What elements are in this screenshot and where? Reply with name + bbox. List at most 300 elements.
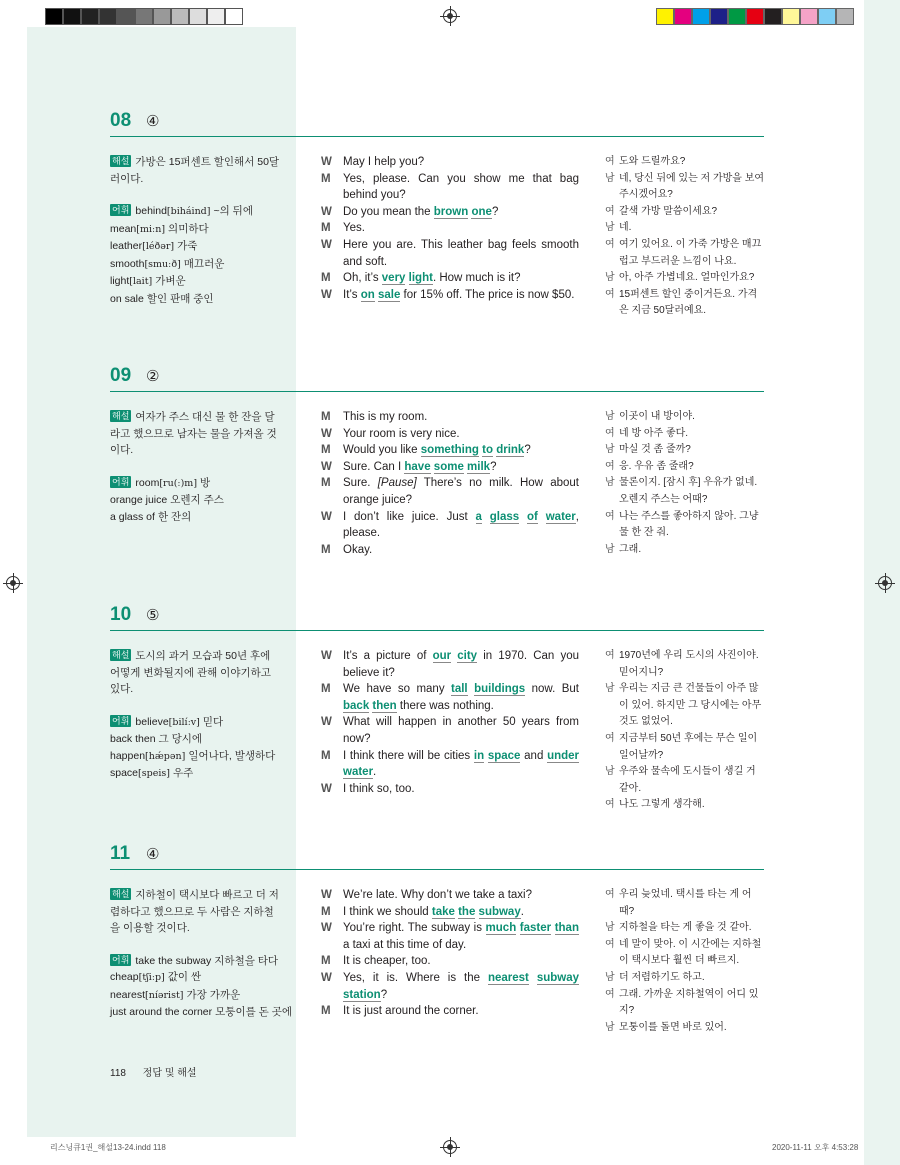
vocab-word: a glass of [110, 510, 155, 523]
translation-line [605, 442, 765, 459]
explanation-body: 가방은 15퍼센트 할인해서 50달러이다. [110, 156, 280, 185]
vocab-meaning: 가벼운 [155, 275, 186, 287]
translation-text: 응. 우유 좀 줄래? [619, 460, 694, 472]
color-registration-bar [656, 8, 854, 25]
question-number: 08 [110, 110, 132, 131]
dialogue-text: I think there will be cities [343, 749, 474, 762]
dialogue-column [321, 154, 579, 303]
vocab-meaning: 할인 판매 중인 [146, 292, 214, 305]
vocab-meaning: 우주 [172, 767, 194, 779]
dialogue-text [519, 511, 527, 523]
speaker-label: M [321, 411, 331, 423]
vocab-item [110, 221, 280, 239]
dialogue-line [321, 475, 579, 508]
vocab-meaning: 오렌지 주스 [170, 494, 224, 506]
vocab-meaning: 지하철을 타다 [214, 954, 279, 967]
page-number: 118 [110, 1068, 126, 1079]
speaker-label: M [321, 543, 331, 556]
vocab-item [110, 987, 280, 1005]
vocab-word: room [135, 476, 160, 489]
vocab-phonetic: [tʃiːp] [138, 972, 165, 983]
vocab-word: take the subway [135, 954, 212, 967]
speaker-label: W [321, 716, 332, 729]
dialogue-text: Sure. Can I [343, 460, 405, 473]
translation-line [605, 220, 765, 237]
vocab-item [110, 765, 280, 783]
blank-answer: one [471, 205, 492, 218]
blank-answer: in [473, 749, 485, 762]
registration-mark-icon [443, 9, 457, 23]
dialogue-line [321, 287, 579, 304]
blank-answer: the [458, 905, 476, 918]
section-header [110, 110, 764, 132]
dialogue-line [321, 509, 579, 542]
speaker-label: 남 [605, 683, 615, 695]
vocab-phonetic: [miːn] [136, 223, 166, 235]
dialogue-line [321, 220, 579, 237]
dialogue-text: It’s [343, 288, 361, 301]
vocab-word: nearest [110, 988, 146, 1001]
translation-line [605, 731, 765, 764]
explanation-tag: 해설 [112, 889, 130, 899]
dialogue-line [321, 920, 579, 953]
vocab-item [110, 714, 280, 732]
vocab-meaning: 가죽 [177, 240, 198, 252]
explanation-text [110, 648, 280, 698]
dialogue-text: We’re late. Why don’t we take a taxi? [343, 889, 532, 901]
dialogue-line [321, 904, 579, 921]
vocab-item [110, 238, 280, 256]
dialogue-line [321, 270, 579, 287]
speaker-label: 여 [605, 427, 615, 439]
speaker-label: 여 [605, 988, 615, 1000]
vocab-item [110, 953, 280, 970]
vocab-phonetic: [bilíːv] [168, 716, 200, 728]
dialogue-line [321, 426, 579, 443]
vocab-word: on sale [110, 292, 144, 305]
question-number: 10 [110, 604, 132, 625]
speaker-label: 여 [605, 288, 615, 300]
dialogue-text: Here you are. This leather bag feels smooth and soft. [343, 238, 579, 268]
vocab-item [110, 509, 280, 526]
translation-line [605, 154, 765, 171]
dialogue-text: in 1970. Can you believe it? [343, 650, 579, 679]
dialogue-text: there was nothing. [396, 699, 494, 712]
translation-text: 나도 그렇게 생각해. [619, 799, 705, 811]
vocab-word: just around the corner [110, 1006, 213, 1018]
dialogue-text: It’s a picture of [343, 650, 433, 662]
translation-column [605, 409, 765, 558]
question-number: 09 [110, 365, 132, 386]
speaker-label: 남 [605, 172, 615, 184]
speaker-label: W [321, 971, 332, 984]
dialogue-text: Do you mean the [343, 205, 434, 218]
speaker-label: W [321, 650, 332, 662]
translation-text: 지하철을 타는 게 좋을 것 같아. [619, 922, 752, 934]
vocab-word: mean [110, 222, 137, 235]
speaker-label: W [321, 889, 332, 901]
vocab-phonetic: [speis] [138, 768, 170, 779]
blank-answer: under [547, 749, 580, 762]
dialogue-line [321, 171, 579, 204]
dialogue-text: Yes. [343, 222, 365, 235]
dialogue-text: May I help you? [343, 156, 425, 168]
speaker-label: 남 [605, 272, 615, 284]
dialogue-line [321, 542, 579, 559]
explanation-column [110, 154, 280, 307]
vocab-item [110, 969, 280, 987]
blank-answer: faster [519, 922, 552, 935]
vocab-word: back then [110, 733, 156, 745]
translation-text: 도와 드릴까요? [619, 156, 686, 167]
dialogue-line [321, 748, 579, 781]
vocab-word: behind [135, 205, 167, 217]
vocab-meaning: 방 [200, 476, 211, 489]
vocab-meaning: 모퉁이를 돈 곳에 [215, 1006, 292, 1018]
footer-title: 정답 및 해설 [142, 1068, 197, 1079]
vocab-meaning: 믿다 [202, 715, 224, 728]
dialogue-text: Okay. [343, 543, 373, 556]
translation-text: 여기 있어요. 이 가죽 가방은 매끄럽고 부드러운 느낌이 나요. [619, 238, 762, 267]
dialogue-text: ? [491, 205, 499, 218]
blank-answer: subway [536, 971, 579, 984]
translation-line [605, 681, 765, 731]
dialogue-text: , please. [343, 510, 579, 540]
vocab-word: light [110, 275, 130, 287]
translation-line [605, 1020, 765, 1037]
speaker-label: 여 [605, 510, 615, 522]
speaker-label: 여 [605, 650, 615, 661]
dialogue-line [321, 1003, 579, 1020]
blank-answer: than [554, 922, 579, 935]
blank-answer: nearest [487, 971, 529, 984]
vocab-item [110, 203, 280, 221]
translation-line [605, 475, 765, 508]
translation-text: 그래. [619, 543, 642, 555]
vocab-word: space [110, 767, 139, 779]
dialogue-line [321, 953, 579, 970]
dialogue-text: This is my room. [343, 411, 428, 423]
section-header [110, 604, 764, 626]
speaker-label: 남 [605, 477, 615, 489]
speaker-label: 남 [605, 766, 615, 778]
translation-text: 네 말이 맞아. 이 시간에는 지하철이 택시보다 훨씬 더 빠르지. [619, 938, 762, 967]
blank-answer: milk [467, 460, 491, 473]
dialogue-text: There’s no milk. How about orange juice? [343, 477, 579, 506]
blank-answer: our [432, 650, 452, 662]
blank-answer: back [343, 699, 370, 712]
blank-answer: light [408, 272, 433, 285]
explanation-text [110, 887, 280, 937]
dialogue-text: Would you like [343, 444, 421, 457]
vocab-tag: 어휘 [112, 954, 130, 965]
vocab-phonetic: [smuːð] [144, 258, 181, 270]
speaker-label: W [321, 288, 332, 301]
vocab-list [110, 953, 292, 1021]
vocab-item [110, 273, 280, 291]
vocab-item [110, 492, 280, 509]
dialogue-text: You’re right. The subway is [343, 922, 486, 935]
vocab-meaning: 값이 싼 [167, 971, 202, 983]
explanation-tag: 해설 [112, 650, 130, 660]
grayscale-registration-bar [45, 8, 243, 25]
dialogue-text: ? [490, 460, 497, 473]
dialogue-text: a taxi at this time of day. [343, 938, 467, 951]
dialogue-line [321, 442, 579, 459]
dialogue-text: now. But [525, 683, 580, 696]
section-divider [110, 136, 764, 137]
vocab-list [110, 203, 280, 307]
vocab-list [110, 714, 280, 783]
blank-answer: then [372, 699, 397, 712]
question-section-11 [110, 843, 764, 1033]
translation-text: 아, 아주 가볍네요. 얼마인가요? [619, 272, 755, 284]
blank-answer: take [431, 905, 455, 918]
speaker-label: W [321, 156, 332, 168]
dialogue-text: Your room is very nice. [343, 427, 460, 440]
dialogue-text: for 15% off. The price is now $50. [400, 288, 575, 301]
blank-answer: very [381, 272, 406, 285]
speaker-label: M [321, 955, 331, 968]
translation-line [605, 797, 765, 814]
answer-choice: ④ [146, 113, 160, 130]
vocab-word: believe [135, 715, 169, 728]
vocab-item [110, 291, 280, 308]
registration-mark-icon [878, 576, 892, 590]
dialogue-text [538, 511, 546, 523]
vocab-meaning: 매끄러운 [183, 257, 225, 270]
blank-answer: buildings [474, 683, 526, 696]
dialogue-text: . How much is it? [432, 272, 521, 285]
dialogue-text: We have so many [343, 683, 452, 696]
speaker-label: W [321, 510, 332, 523]
blank-answer: space [487, 749, 521, 762]
dialogue-text: It is just around the corner. [343, 1005, 479, 1018]
translation-line [605, 509, 765, 542]
vocab-list [110, 475, 280, 526]
vocab-meaning: 한 잔의 [157, 510, 192, 523]
explanation-body: 여자가 주스 대신 물 한 잔을 달라고 했으므로 남자는 물을 가져올 것이다. [110, 411, 277, 456]
answer-choice: ⑤ [146, 607, 160, 624]
dialogue-line [321, 237, 579, 270]
translation-line [605, 459, 765, 476]
dialogue-text: Yes, it is. Where is the [343, 971, 488, 984]
translation-line [605, 237, 765, 270]
speaker-label: M [321, 172, 331, 185]
translation-column [605, 648, 765, 814]
speaker-label: 여 [605, 205, 615, 217]
answer-choice: ② [146, 368, 160, 385]
speaker-label: M [321, 444, 331, 457]
section-header [110, 843, 764, 865]
translation-line [605, 764, 765, 797]
translation-text: 네 방 아주 좋다. [619, 427, 689, 439]
translation-text: 우리 늦었네. 택시를 타는 게 어때? [619, 889, 752, 917]
vocab-item [110, 748, 280, 766]
blank-answer: city [457, 650, 478, 662]
blank-answer: tall [451, 683, 468, 696]
translation-line [605, 204, 765, 221]
translation-text: 더 저렴하기도 하고. [619, 971, 705, 983]
vocab-phonetic: [léðər] [142, 241, 175, 252]
dialogue-line [321, 970, 579, 1003]
blank-answer: water [545, 510, 576, 523]
explanation-tag: 해설 [112, 156, 130, 166]
speaker-label: 여 [605, 732, 615, 744]
blank-answer: glass [489, 510, 520, 523]
explanation-tag: 해설 [112, 411, 130, 421]
translation-line [605, 970, 765, 987]
vocab-tag: 어휘 [112, 476, 130, 487]
vocab-meaning: ~의 뒤에 [213, 205, 253, 217]
translation-line [605, 887, 765, 920]
speaker-label: W [321, 782, 332, 795]
translation-text: 1970년에 우리 도시의 사진이야. 믿어지니? [619, 650, 759, 678]
blank-answer: much [485, 922, 517, 935]
speaker-label: 남 [605, 543, 615, 555]
translation-line [605, 409, 765, 426]
translation-column [605, 154, 765, 320]
dialogue-line [321, 648, 579, 681]
answer-choice: ④ [146, 846, 160, 863]
dialogue-line [321, 459, 579, 476]
vocab-phonetic: [biháind] [166, 206, 211, 217]
dialogue-text: ? [524, 444, 531, 457]
vocab-word: leather [110, 240, 143, 252]
speaker-label: W [321, 427, 332, 440]
dialogue-text: Oh, it’s [343, 272, 382, 285]
section-divider [110, 630, 764, 631]
section-divider [110, 391, 764, 392]
translation-column [605, 887, 765, 1036]
translation-text: 이곳이 내 방이야. [619, 411, 695, 422]
translation-line [605, 987, 765, 1020]
vocab-meaning: 의미하다 [168, 222, 209, 235]
vocab-item [110, 1004, 292, 1021]
speaker-label: W [321, 238, 332, 251]
vocab-meaning: 일어나다, 발생하다 [188, 749, 276, 762]
blank-answer: sale [377, 288, 401, 301]
explanation-column [110, 409, 280, 525]
blank-answer: some [433, 460, 464, 473]
question-section-08 [110, 110, 765, 317]
speaker-label: W [321, 922, 332, 935]
vocab-phonetic: [lait] [129, 276, 153, 287]
question-section-09 [110, 365, 764, 556]
speaker-label: 남 [605, 444, 615, 456]
vocab-meaning: 가장 가까운 [186, 988, 241, 1001]
blank-answer: have [404, 460, 431, 473]
translation-line [605, 542, 765, 559]
explanation-column [110, 887, 292, 1021]
explanation-text [110, 154, 280, 187]
translation-text: 우주와 물속에 도시들이 생길 거 같아. [619, 766, 756, 794]
dialogue-text: . [520, 905, 524, 918]
speaker-label: M [321, 222, 331, 235]
explanation-text [110, 409, 280, 459]
dialogue-line [321, 887, 579, 904]
speaker-label: 여 [605, 889, 615, 900]
blank-answer: drink [496, 444, 525, 457]
speaker-label: W [321, 460, 332, 473]
dialogue-text: I think so, too. [343, 782, 415, 795]
dialogue-text: Sure. [343, 477, 378, 490]
dialogue-text: . [373, 766, 377, 779]
vocab-phonetic: [níərist] [145, 989, 184, 1001]
dialogue-line [321, 154, 579, 171]
dialogue-text: [Pause] [377, 477, 417, 490]
explanation-body: 도시의 과거 모습과 50년 후에 어떻게 변화될지에 관해 이야기하고 있다. [110, 650, 271, 695]
blank-answer: something [420, 444, 479, 457]
question-section-10 [110, 604, 764, 811]
translation-text: 갈색 가방 말씀이세요? [619, 205, 718, 217]
vocab-item [110, 256, 280, 274]
dialogue-text: It is cheaper, too. [343, 955, 431, 968]
vocab-word: smooth [110, 257, 145, 270]
blank-answer: water [343, 766, 374, 779]
dialogue-line [321, 409, 579, 426]
dialogue-line [321, 681, 579, 714]
vocab-word: cheap [110, 971, 139, 983]
speaker-label: 남 [605, 971, 615, 983]
speaker-label: 여 [605, 460, 615, 472]
speaker-label: 남 [605, 1021, 615, 1033]
translation-line [605, 270, 765, 287]
page-footer [110, 1064, 211, 1079]
dialogue-line [321, 204, 579, 221]
question-number: 11 [110, 843, 131, 864]
translation-line [605, 937, 765, 970]
dialogue-text [482, 511, 490, 523]
vocab-item [110, 731, 280, 748]
slug-file-name: 리스닝큐1권_해설13-24.indd 118 [50, 1143, 166, 1152]
speaker-label: M [321, 477, 331, 490]
explanation-body: 지하철이 택시보다 빠르고 더 저렴하다고 했으므로 두 사람은 지하철을 이용할 것이다. [110, 889, 279, 934]
registration-mark-icon [6, 576, 20, 590]
translation-line [605, 648, 765, 681]
vocab-word: orange juice [110, 494, 168, 506]
registration-mark-icon [443, 1140, 457, 1154]
translation-text: 우리는 지금 큰 건물들이 아주 많이 있어. 하지만 그 당시에는 아무것도 없었어. [619, 683, 762, 728]
translation-text: 지금부터 50년 후에는 무슨 일이 일어날까? [619, 732, 758, 761]
speaker-label: 여 [605, 238, 615, 250]
speaker-label: M [321, 905, 331, 918]
translation-line [605, 287, 765, 320]
dialogue-column [321, 648, 579, 797]
dialogue-text: I think we should [343, 905, 432, 918]
translation-text: 물론이지. [잠시 후] 우유가 없네. 오렌지 주스는 어때? [619, 477, 758, 505]
translation-text: 네, 당신 뒤에 있는 저 가방을 보여주시겠어요? [619, 172, 765, 201]
dialogue-text: Yes, please. Can you show me that bag behind you? [343, 172, 579, 202]
translation-line [605, 171, 765, 204]
dialogue-text: What will happen in another 50 years from now? [343, 716, 579, 745]
speaker-label: M [321, 1005, 331, 1018]
speaker-label: 남 [605, 922, 615, 934]
speaker-label: 남 [605, 411, 615, 422]
vocab-tag: 어휘 [112, 205, 130, 215]
vocab-word: happen [110, 749, 146, 762]
vocab-tag: 어휘 [112, 715, 130, 726]
speaker-label: M [321, 272, 331, 285]
speaker-label: W [321, 205, 332, 218]
vocab-item [110, 475, 280, 493]
blank-answer: of [527, 510, 538, 523]
translation-line [605, 920, 765, 937]
slug-date: 2020-11-11 오후 4:53:28 [772, 1143, 859, 1152]
dialogue-text: and [520, 749, 548, 762]
dialogue-column [321, 887, 579, 1020]
blank-answer: on [360, 288, 375, 301]
